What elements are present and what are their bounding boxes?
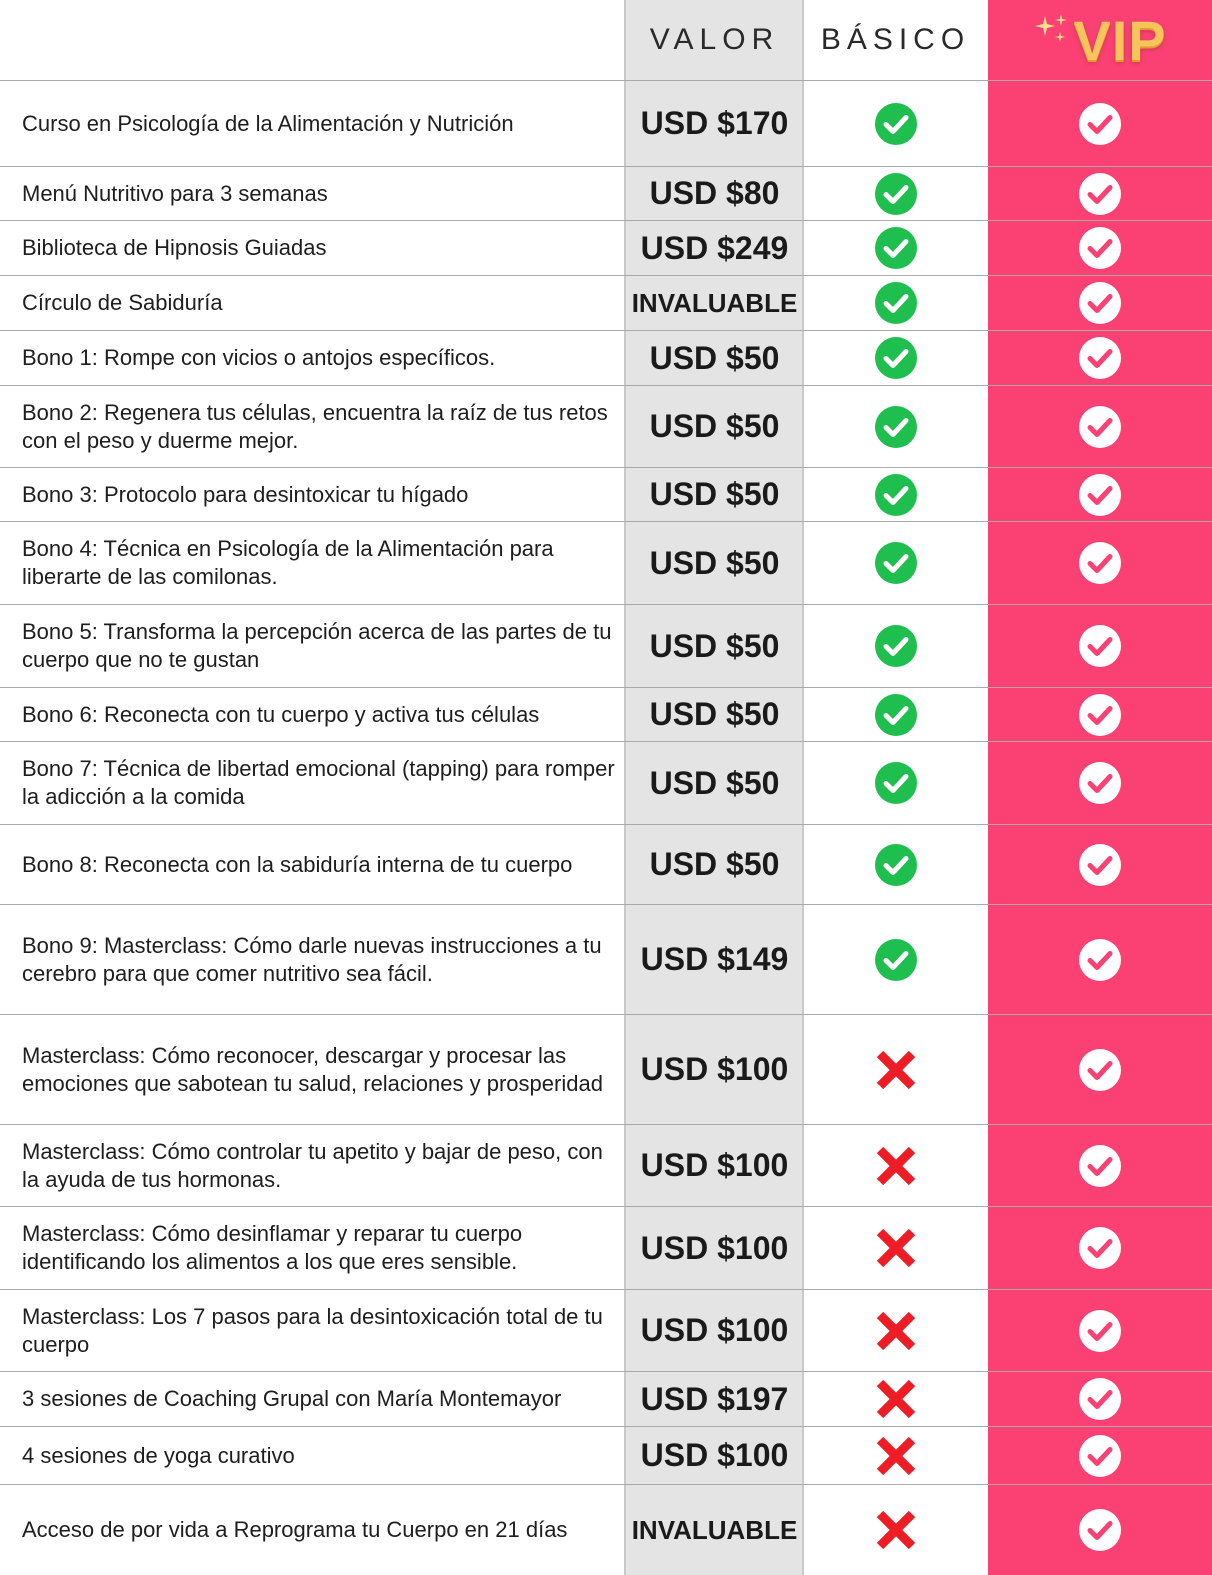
basic-check-icon [803, 605, 988, 687]
table-row [0, 824, 1212, 904]
price-value: USD $249 [640, 229, 789, 266]
price-value: INVALUABLE [631, 287, 798, 318]
table-row [0, 1124, 1212, 1206]
sparkles-icon [1033, 12, 1071, 46]
feature-label: Masterclass: Los 7 pasos para la desintoxicación total de tu cuerpo [22, 1303, 603, 1357]
basic-cross-icon [803, 1485, 988, 1575]
vip-check-icon [988, 1207, 1212, 1289]
table-row [0, 330, 1212, 385]
vip-check-icon [988, 1125, 1212, 1206]
basic-check-icon [803, 825, 988, 904]
feature-label: Masterclass: Cómo desinflamar y reparar tu cuerpo identificando los alimentos a los que eres sensible. [22, 1221, 523, 1274]
basic-check-icon [803, 81, 988, 166]
table-header [0, 0, 1212, 80]
vip-check-icon [988, 386, 1212, 467]
vip-check-icon [988, 468, 1212, 521]
basic-cross-icon [803, 1427, 988, 1484]
price-value: USD $100 [640, 1147, 789, 1183]
vip-check-icon [988, 825, 1212, 904]
basico-header: BÁSICO [820, 23, 971, 56]
vip-label: VIP [1073, 8, 1167, 72]
table-row [0, 904, 1212, 1014]
basic-check-icon [803, 468, 988, 521]
vip-check-icon [988, 605, 1212, 687]
table-row [0, 604, 1212, 687]
vip-check-icon [988, 276, 1212, 330]
basic-check-icon [803, 221, 988, 275]
price-value: USD $50 [649, 846, 780, 882]
table-row [0, 1371, 1212, 1426]
vip-check-icon [988, 1290, 1212, 1371]
feature-label: 3 sesiones de Coaching Grupal con María Montemayor [22, 1386, 562, 1411]
feature-label: Curso en Psicología de la Alimentación y Nutrición [22, 110, 514, 136]
price-value: USD $80 [649, 175, 780, 211]
price-value: INVALUABLE [631, 1514, 798, 1545]
basic-check-icon [803, 331, 988, 385]
basic-check-icon [803, 386, 988, 467]
price-value: USD $50 [649, 476, 780, 512]
table-row [0, 166, 1212, 220]
vip-check-icon [988, 1372, 1212, 1426]
price-value: USD $197 [640, 1380, 789, 1417]
price-value: USD $100 [640, 1437, 789, 1473]
table-row [0, 1484, 1212, 1575]
vip-check-icon [988, 1485, 1212, 1575]
feature-label: Círculo de Sabiduría [22, 290, 223, 315]
feature-label: Bono 8: Reconecta con la sabiduría interna de tu cuerpo [22, 851, 573, 877]
price-value: USD $50 [649, 696, 780, 732]
vip-check-icon [988, 688, 1212, 741]
feature-label: Bono 7: Técnica de libertad emocional (tapping) para romper la adicción a la comida [22, 756, 615, 809]
price-value: USD $149 [640, 941, 789, 977]
vip-check-icon [988, 221, 1212, 275]
basic-cross-icon [803, 1125, 988, 1206]
basic-check-icon [803, 522, 988, 604]
price-value: USD $50 [649, 764, 780, 801]
basic-check-icon [803, 167, 988, 220]
vip-check-icon [988, 81, 1212, 166]
vip-check-icon [988, 331, 1212, 385]
price-value: USD $100 [640, 1051, 789, 1087]
feature-label: Masterclass: Cómo reconocer, descargar y procesar las emociones que sabotean tu salud, relaciones y prosperidad [22, 1042, 603, 1096]
feature-label: Bono 4: Técnica en Psicología de la Alimentación para liberarte de las comilonas. [22, 536, 554, 589]
feature-label: Bono 1: Rompe con vicios o antojos específicos. [22, 345, 496, 370]
feature-label: Acceso de por vida a Reprograma tu Cuerpo en 21 días [22, 1517, 568, 1542]
feature-label: Masterclass: Cómo controlar tu apetito y bajar de peso, con la ayuda de tus hormonas. [22, 1138, 603, 1192]
price-value: USD $50 [649, 544, 780, 581]
feature-label: Bono 9: Masterclass: Cómo darle nuevas instrucciones a tu cerebro para que comer nutritivo sea fácil. [22, 932, 602, 986]
table-row [0, 687, 1212, 741]
basic-check-icon [803, 688, 988, 741]
basic-cross-icon [803, 1290, 988, 1371]
basic-cross-icon [803, 1015, 988, 1124]
table-row [0, 275, 1212, 330]
vip-check-icon [988, 742, 1212, 824]
price-value: USD $50 [649, 408, 780, 444]
basic-cross-icon [803, 1372, 988, 1426]
price-value: USD $100 [640, 1312, 789, 1348]
table-row [0, 521, 1212, 604]
feature-label: Bono 5: Transforma la percepción acerca de las partes de tu cuerpo que no te gustan [22, 619, 612, 672]
table-row [0, 220, 1212, 275]
table-row [0, 467, 1212, 521]
vip-header [988, 0, 1212, 80]
basic-check-icon [803, 742, 988, 824]
feature-label: Biblioteca de Hipnosis Guiadas [22, 235, 327, 260]
table-row [0, 741, 1212, 824]
table-row [0, 1426, 1212, 1484]
feature-label: Menú Nutritivo para 3 semanas [22, 180, 328, 206]
table-row [0, 1014, 1212, 1124]
vip-check-icon [988, 905, 1212, 1014]
feature-label: Bono 3: Protocolo para desintoxicar tu hígado [22, 481, 469, 507]
table-row [0, 1206, 1212, 1289]
price-value: USD $50 [649, 627, 780, 664]
vip-check-icon [988, 1427, 1212, 1484]
price-value: USD $100 [640, 1229, 789, 1266]
feature-label: Bono 2: Regenera tus células, encuentra la raíz de tus retos con el peso y duerme mejor. [22, 399, 608, 453]
valor-header: VALOR [649, 23, 780, 56]
vip-check-icon [988, 1015, 1212, 1124]
price-value: USD $50 [649, 339, 780, 376]
table-row [0, 385, 1212, 467]
table-row [0, 80, 1212, 166]
price-value: USD $170 [640, 105, 789, 141]
vip-check-icon [988, 522, 1212, 604]
table-row [0, 1289, 1212, 1371]
basic-check-icon [803, 905, 988, 1014]
basic-check-icon [803, 276, 988, 330]
feature-label: 4 sesiones de yoga curativo [22, 1442, 295, 1468]
vip-check-icon [988, 167, 1212, 220]
feature-label: Bono 6: Reconecta con tu cuerpo y activa tus células [22, 701, 540, 727]
basic-cross-icon [803, 1207, 988, 1289]
